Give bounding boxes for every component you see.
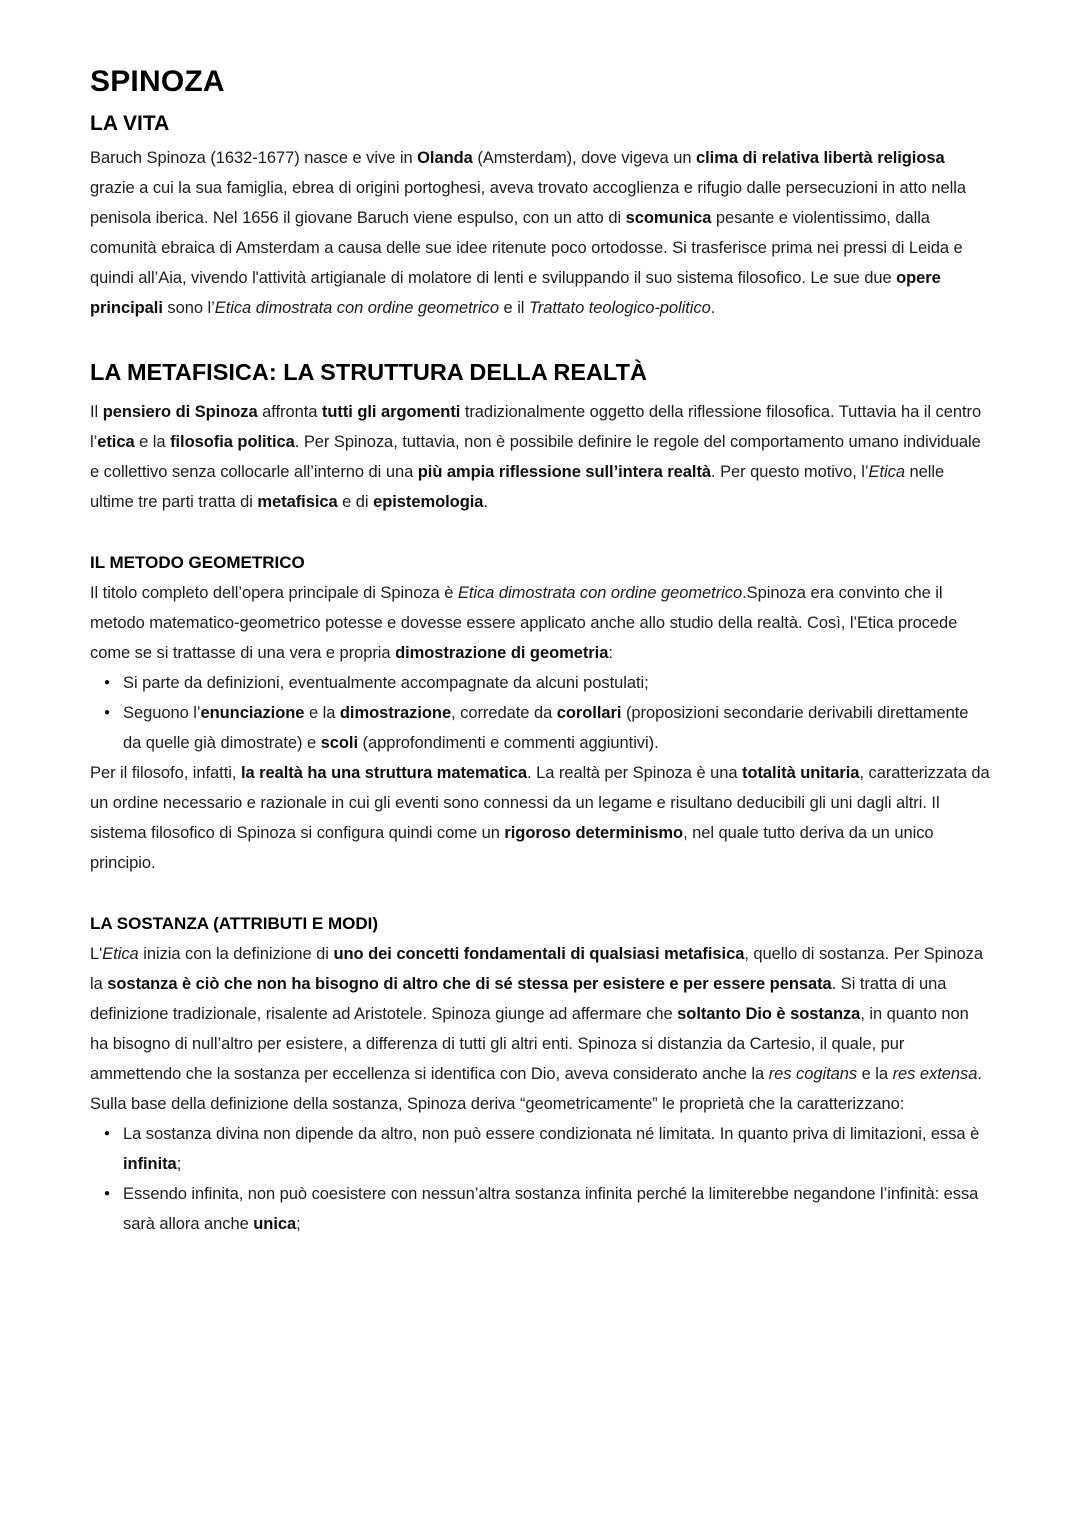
list-metodo-geometrico bbox=[90, 668, 990, 758]
text-run: scomunica bbox=[625, 209, 712, 227]
text-run: unica bbox=[253, 1215, 297, 1233]
text-run: Trattato teologico-politico bbox=[528, 299, 711, 317]
text-run: clima di relativa libertà religiosa bbox=[696, 149, 945, 167]
text-run: e la bbox=[304, 704, 340, 722]
text-run: (proposizioni secondarie derivabili direttamente da quelle già dimostrate) e bbox=[123, 704, 969, 752]
text-run: corollari bbox=[556, 704, 622, 722]
text-run: . bbox=[710, 299, 716, 317]
text-run: Baruch Spinoza (1632-1677) nasce e vive in bbox=[90, 149, 418, 167]
text-run: Per il filosofo, infatti, bbox=[90, 764, 241, 782]
text-run: enunciazione bbox=[200, 704, 305, 722]
text-run: sono l’ bbox=[162, 299, 215, 317]
text-run: nelle ultime tre parti tratta di bbox=[90, 463, 945, 511]
bullet-icon: ● bbox=[104, 1188, 110, 1199]
text-run: uno dei concetti fondamentali di qualsiasi metafisica bbox=[333, 945, 745, 963]
text-run: res extensa bbox=[892, 1065, 978, 1083]
text-run: Etica dimostrata con ordine geometrico bbox=[214, 299, 499, 317]
text-run: Il bbox=[90, 403, 103, 421]
text-run: . Per questo motivo, l’ bbox=[711, 463, 869, 481]
text-run: dimostrazione di geometria bbox=[395, 644, 609, 662]
text-run: , corredate da bbox=[451, 704, 557, 722]
text-run: . bbox=[483, 493, 488, 511]
text-run: res cogitans bbox=[768, 1065, 858, 1083]
heading-la-vita: LA VITA bbox=[90, 112, 170, 135]
text-run: affronta bbox=[257, 403, 322, 421]
text-run: ; bbox=[176, 1155, 182, 1173]
text-run: opere principali bbox=[90, 269, 941, 317]
bullet-icon: ● bbox=[104, 1128, 110, 1139]
text-run: e la bbox=[134, 433, 171, 451]
text-run: rigoroso determinismo bbox=[504, 824, 684, 842]
text-run: infinita bbox=[123, 1155, 177, 1173]
text-run: (approfondimenti e commenti aggiuntivi). bbox=[358, 734, 659, 752]
text-run: e la bbox=[857, 1065, 893, 1083]
text-run: scoli bbox=[320, 734, 358, 752]
text-run: pensiero di Spinoza bbox=[102, 403, 258, 421]
text-run: . La realtà per Spinoza è una bbox=[527, 764, 743, 782]
text-run: Seguono l’ bbox=[123, 704, 201, 722]
paragraph-la-vita bbox=[90, 143, 990, 323]
paragraph-proprieta bbox=[90, 1089, 990, 1119]
text-run: etica bbox=[97, 433, 135, 451]
bullet-icon: ● bbox=[104, 677, 110, 688]
text-run: totalità unitaria bbox=[742, 764, 860, 782]
text-run: , in quanto non ha bisogno di null’altro per esistere, a differenza di tutti gli altri enti. Spinoza si distanzia da Cartesio, il quale, pur ammettendo che la sostanza per eccellenza si identifica con Dio, aveva considerato anche la bbox=[90, 1005, 969, 1083]
list-item-text bbox=[123, 704, 968, 752]
text-run: tutti gli argomenti bbox=[321, 403, 461, 421]
text-run: pesante e violentissimo, dalla comunità ebraica di Amsterdam a causa delle sue idee ritenute poco ortodosse. Si trasferisce prima nei pressi di Leida e quindi all’Aia, vivendo l'attività artigianale di molatore di lenti e sviluppando il suo sistema filosofico. Le sue due bbox=[90, 209, 963, 287]
list-item bbox=[90, 668, 990, 698]
text-run: L' bbox=[90, 945, 103, 963]
text-run: , quello di sostanza. Per Spinoza la bbox=[90, 945, 983, 993]
text-run: . Per Spinoza, tuttavia, non è possibile definire le regole del comportamento umano individuale e collettivo senza collocarle all’interno di una bbox=[90, 433, 981, 481]
list-item-text bbox=[123, 1125, 979, 1173]
text-run: filosofia politica bbox=[170, 433, 295, 451]
text-run: , caratterizzata da un ordine necessario e razionale in cui gli eventi sono connessi da un legame e risultano deducibili gli uni dagli altri. Il sistema filosofico di Spinoza si configura quindi come un bbox=[90, 764, 990, 842]
list-item bbox=[90, 1119, 990, 1179]
text-run: (Amsterdam), dove vigeva un bbox=[472, 149, 697, 167]
paragraph-determinismo bbox=[90, 758, 990, 878]
heading-la-sostanza: LA SOSTANZA (ATTRIBUTI E MODI) bbox=[90, 914, 379, 933]
text-run: Etica dimostrata con ordine geometrico bbox=[457, 584, 743, 602]
text-run: Olanda bbox=[417, 149, 473, 167]
text-run: , nel quale tutto deriva da un unico principio. bbox=[90, 824, 934, 872]
page-title: SPINOZA bbox=[90, 65, 225, 98]
heading-la-metafisica: LA METAFISICA: LA STRUTTURA DELLA REALTÀ bbox=[90, 359, 647, 385]
list-item-text bbox=[123, 1185, 978, 1233]
text-run: e il bbox=[499, 299, 529, 317]
text-run: : bbox=[608, 644, 613, 662]
paragraph-metafisica bbox=[90, 397, 990, 517]
list-item bbox=[90, 698, 990, 758]
text-run: . Si tratta di una definizione tradizionale, risalente ad Aristotele. Spinoza giunge ad affermare che bbox=[90, 975, 947, 1023]
text-run: sostanza è ciò che non ha bisogno di altro che di sé stessa per esistere e per essere pensata bbox=[107, 975, 832, 993]
text-run: metafisica bbox=[257, 493, 338, 511]
text-run: Etica bbox=[868, 463, 905, 481]
text-run: La sostanza divina non dipende da altro, non può essere condizionata né limitata. In quanto priva di limitazioni, essa è bbox=[123, 1125, 980, 1143]
text-run: tradizionalmente oggetto della riflessione filosofica. Tuttavia ha il centro l’ bbox=[90, 403, 982, 451]
text-run: Si parte da definizioni, eventualmente accompagnate da alcuni postulati; bbox=[123, 674, 649, 692]
text-run: epistemologia bbox=[373, 493, 484, 511]
text-run: la realtà ha una struttura matematica bbox=[240, 764, 528, 782]
heading-metodo-geometrico: IL METODO GEOMETRICO bbox=[90, 553, 305, 572]
text-run: soltanto Dio è sostanza bbox=[677, 1005, 861, 1023]
list-item bbox=[90, 1179, 990, 1239]
text-run: Essendo infinita, non può coesistere con nessun’altra sostanza infinita perché la limiterebbe negandone l’infinità: essa sarà allora anche bbox=[123, 1185, 979, 1233]
text-run: grazie a cui la sua famiglia, ebrea di origini portoghesi, aveva trovato accoglienza e rifugio dalle persecuzioni in atto nella penisola iberica. Nel 1656 il giovane Baruch viene espulso, con un atto di bbox=[90, 179, 966, 227]
paragraph-sostanza bbox=[90, 939, 990, 1089]
text-run: . bbox=[977, 1065, 982, 1083]
text-run: dimostrazione bbox=[339, 704, 452, 722]
text-run: Sulla base della definizione della sostanza, Spinoza deriva “geometricamente” le proprietà che la caratterizzano: bbox=[90, 1095, 905, 1113]
text-run: e di bbox=[337, 493, 374, 511]
list-proprieta-sostanza bbox=[90, 1119, 990, 1239]
text-run: .Spinoza era convinto che il metodo matematico-geometrico potesse e dovesse essere applicato anche allo studio della realtà. Così, l’Etica procede come se si trattasse di una vera e propria bbox=[90, 584, 958, 662]
bullet-icon: ● bbox=[104, 707, 110, 718]
text-run: più ampia riflessione sull’intera realtà bbox=[417, 463, 712, 481]
paragraph-metodo-geometrico bbox=[90, 578, 990, 668]
text-run: Etica bbox=[102, 945, 139, 963]
list-item-text bbox=[123, 674, 649, 692]
text-run: inizia con la definizione di bbox=[138, 945, 334, 963]
text-run: ; bbox=[296, 1215, 301, 1233]
text-run: Il titolo completo dell’opera principale di Spinoza è bbox=[90, 584, 458, 602]
